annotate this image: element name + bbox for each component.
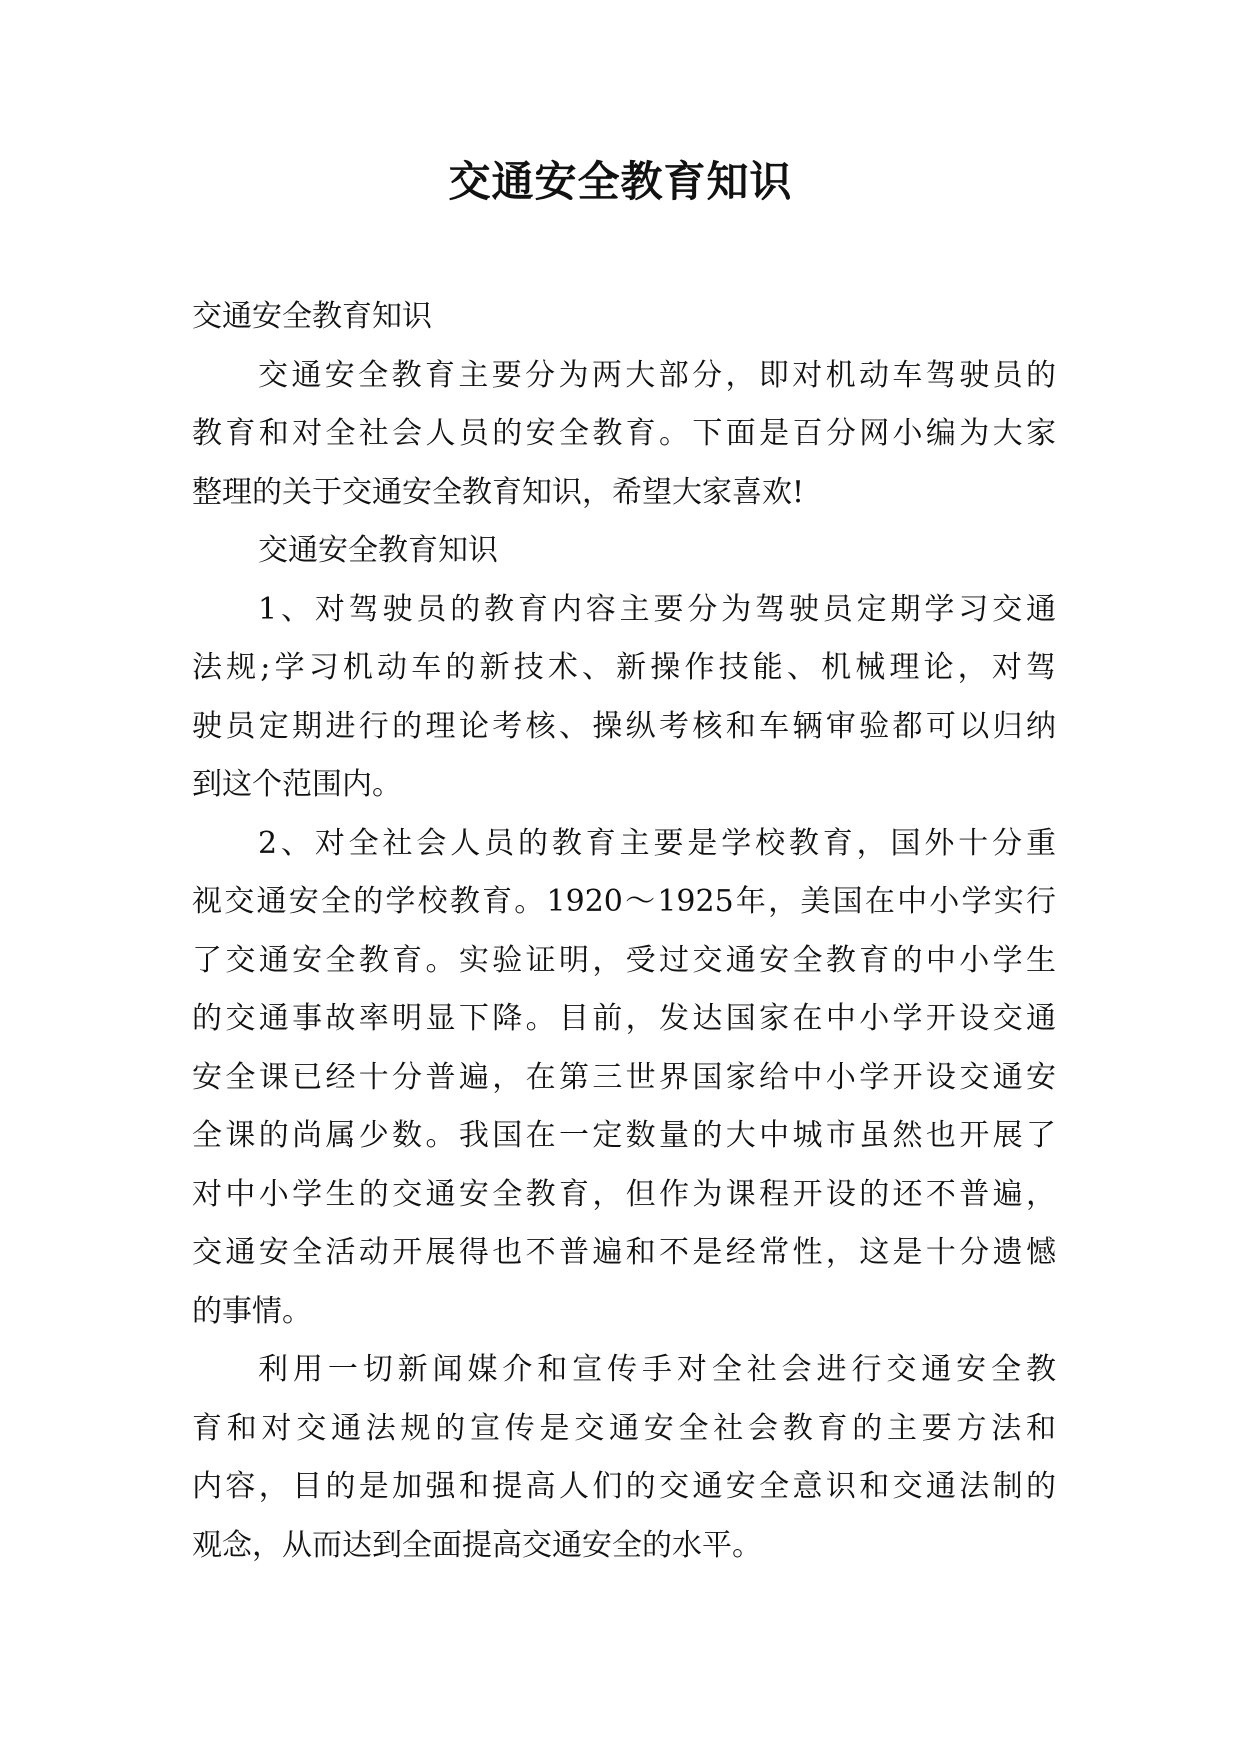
- paragraph: [192, 1341, 1056, 1575]
- text-line: 法规;学习机动车的新技术、新操作技能、机械理论，对驾: [192, 650, 1056, 685]
- text-line: 2、对全社会人员的教育主要是学校教育，国外十分重: [258, 825, 1056, 861]
- text-line: 交通安全教育知识: [258, 533, 498, 568]
- text-line: 内容，目的是加强和提高人们的交通安全意识和交通法制的: [192, 1469, 1056, 1504]
- document-title: 交通安全教育知识: [448, 157, 793, 206]
- text-line: 对中小学生的交通安全教育，但作为课程开设的还不普遍，: [192, 1176, 1056, 1212]
- text-line: 交通安全教育知识: [192, 299, 432, 334]
- text-line: 到这个范围内。: [192, 767, 402, 802]
- text-line: 观念，从而达到全面提高交通安全的水平。: [192, 1527, 762, 1563]
- text-line: 利用一切新闻媒介和宣传手对全社会进行交通安全教: [258, 1352, 1056, 1387]
- text-line: 的交通事故率明显下降。目前，发达国家在中小学开设交通: [192, 1001, 1056, 1036]
- paragraph: [192, 815, 1056, 1342]
- paragraph: [192, 347, 1056, 523]
- text-line: 了交通安全教育。实验证明，受过交通安全教育的中小学生: [192, 942, 1056, 978]
- text-line: 1、对驾驶员的教育内容主要分为驾驶员定期学习交通: [258, 591, 1056, 627]
- text-line: 交通安全活动开展得也不普遍和不是经常性，这是十分遗憾: [192, 1235, 1056, 1270]
- paragraph: [192, 581, 1056, 815]
- document-body: [192, 288, 1056, 1575]
- text-line: 交通安全教育主要分为两大部分，即对机动车驾驶员的: [258, 357, 1056, 393]
- text-line: 视交通安全的学校教育。1920～1925年，美国在中小学实行: [192, 884, 1056, 919]
- paragraph: [192, 522, 1056, 581]
- text-line: 教育和对全社会人员的安全教育。下面是百分网小编为大家: [192, 416, 1056, 451]
- document-subtitle: [192, 288, 1056, 347]
- text-line: 安全课已经十分普遍，在第三世界国家给中小学开设交通安: [192, 1059, 1056, 1095]
- text-line: 育和对交通法规的宣传是交通安全社会教育的主要方法和: [192, 1410, 1056, 1446]
- text-line: 的事情。: [192, 1293, 312, 1329]
- text-line: 驶员定期进行的理论考核、操纵考核和车辆审验都可以归纳: [192, 708, 1056, 744]
- text-line: 全课的尚属少数。我国在一定数量的大中城市虽然也开展了: [192, 1118, 1056, 1153]
- text-line: 整理的关于交通安全教育知识，希望大家喜欢!: [192, 474, 805, 510]
